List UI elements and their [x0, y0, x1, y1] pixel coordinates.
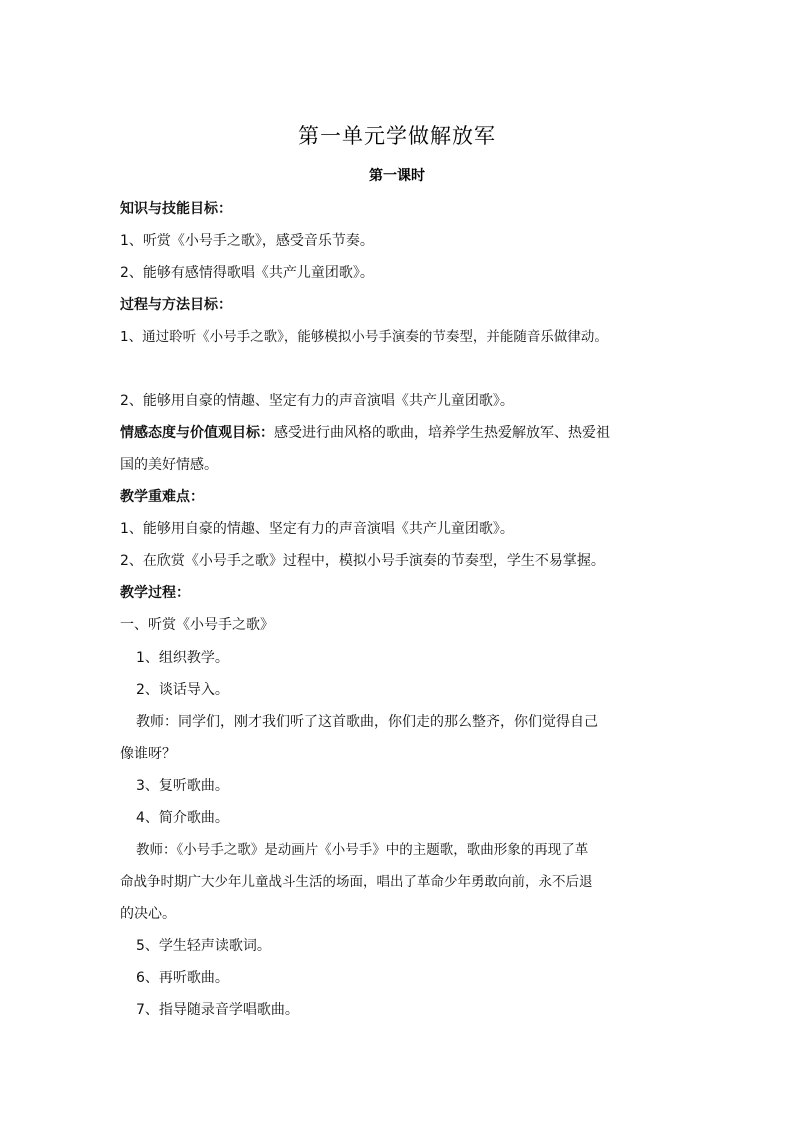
emotion-goals-text: 感受进行曲风格的歌曲，培养学生热爱解放军、热爱祖 [274, 425, 610, 441]
heading-emotion-goals: 情感态度与价值观目标： [120, 425, 274, 441]
step-3: 3、复听歌曲。 [136, 778, 229, 794]
emotion-goals-line-2: 国的美好情感。 [120, 457, 218, 473]
knowledge-item-1: 1、听赏《小号手之歌》，感受音乐节奏。 [120, 233, 374, 249]
section-one-title: 一、听赏《小号手之歌》 [120, 617, 274, 633]
teacher-speech-1-line-2: 像谁呀？ [120, 746, 176, 762]
heading-process-goals: 过程与方法目标： [120, 297, 232, 313]
teacher-speech-2-line-2: 命战争时期广大少年儿童战斗生活的场面，唱出了革命少年勇敢向前，永不后退 [120, 874, 593, 890]
step-4: 4、简介歌曲。 [136, 810, 229, 826]
emotion-goals-line-1 [120, 423, 680, 443]
doc-title: 第一单元学做解放军 [298, 124, 496, 148]
key-point-1: 1、能够用自豪的情趣、坚定有力的声音演唱《共产儿童团歌》。 [120, 521, 514, 537]
knowledge-item-2: 2、能够有感情得歌唱《共产儿童团歌》。 [120, 265, 374, 281]
step-7: 7、指导随录音学唱歌曲。 [136, 1002, 299, 1018]
heading-key-points: 教学重难点： [120, 489, 204, 505]
teacher-speech-2-line-3: 的决心。 [120, 906, 176, 922]
heading-knowledge-goals: 知识与技能目标： [120, 201, 232, 217]
teacher-speech-1-line-1: 教师：同学们，刚才我们听了这首歌曲，你们走的那么整齐，你们觉得自己 [136, 714, 598, 730]
teacher-speech-2-line-1: 教师：《小号手之歌》是动画片《小号手》中的主题歌，歌曲形象的再现了革 [136, 842, 589, 858]
step-1: 1、组织教学。 [136, 650, 229, 666]
step-6: 6、再听歌曲。 [136, 970, 229, 986]
step-5: 5、学生轻声读歌词。 [136, 938, 271, 954]
process-item-2: 2、能够用自豪的情趣、坚定有力的声音演唱《共产儿童团歌》。 [120, 393, 514, 409]
process-item-1: 1、通过聆听《小号手之歌》，能够模拟小号手演奏的节奏型，并能随音乐做律动。 [120, 329, 608, 345]
doc-subtitle: 第一课时 [369, 168, 425, 184]
key-point-2: 2、在欣赏《小号手之歌》过程中，模拟小号手演奏的节奏型，学生不易掌握。 [120, 553, 605, 569]
step-2: 2、谈话导入。 [136, 682, 229, 698]
heading-teaching-process: 教学过程： [120, 585, 190, 601]
